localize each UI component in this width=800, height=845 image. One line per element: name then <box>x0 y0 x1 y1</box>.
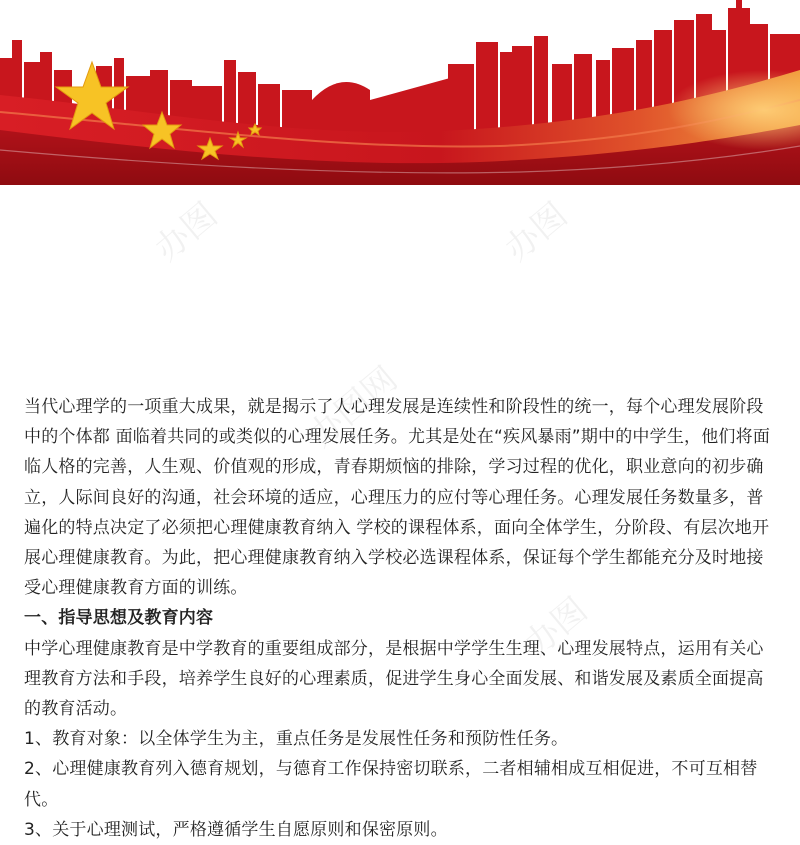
watermark: 办图 <box>517 590 596 665</box>
section-paragraph: 中学心理健康教育是中学教育的重要组成部分，是根据中学学生生理、心理发展特点，运用有关心理教育方法和手段，培养学生良好的心理素质，促进学生身心全面发展、和谐发展及素质全面提高的教育活动。 <box>24 638 764 720</box>
list-item: 1、教育对象：以全体学生为主，重点任务是发展性任务和预防性任务。 <box>24 729 569 750</box>
watermark: 办图 <box>497 195 576 270</box>
header-banner <box>0 0 800 185</box>
intro-paragraph: 当代心理学的一项重大成果，就是揭示了人心理发展是连续性和阶段性的统一，每个心理发展阶段中的个体都 面临着共同的或类似的心理发展任务。尤其是处在“疾风暴雨”期中的中学生，他们将面临人格的完善，人生观、价值观的形成，青春期烦恼的排除，学习过程的优化，职业意向的初步确立，人际间良好的沟通，社会环境的适应，心理压力的应付等心理任务。心理发展任务数量多，普遍化的特点决定了必须把心理健康教育纳入 学校的课程体系，面向全体学生，分阶段、有层次地开展心理健康教育。为此，把心理健康教育纳入学校必选课程体系，保证每个学生都能充分及时地接受心理健康教育方面的训练。 <box>24 397 771 599</box>
list-item: 2、心理健康教育列入德育规划，与德育工作保持密切联系，二者相辅相成互相促进，不可互相替代。 <box>24 759 758 810</box>
article-body <box>24 392 780 845</box>
skyline-icon <box>0 0 800 185</box>
watermark: 办图 <box>147 195 226 270</box>
list-item: 3、关于心理测试，严格遵循学生自愿原则和保密原则。 <box>24 819 448 840</box>
section-heading: 一、指导思想及教育内容 <box>24 608 214 629</box>
watermark: 办图网 <box>301 359 406 456</box>
